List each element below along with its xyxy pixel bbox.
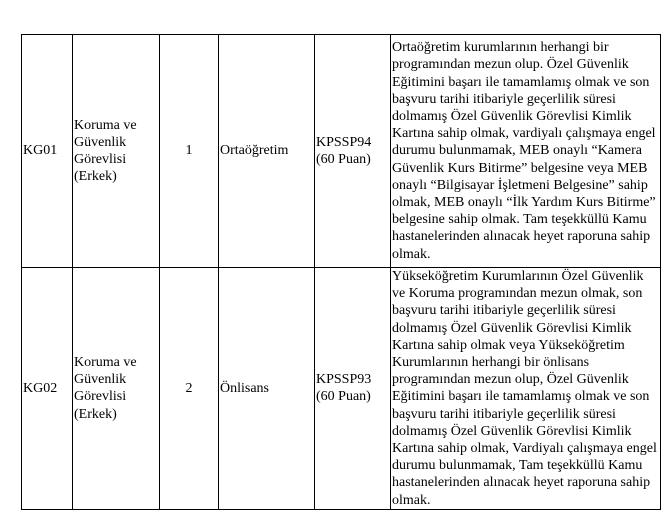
position-title: Koruma ve Güvenlik Görevlisi (Erkek) (73, 35, 160, 268)
kpss-score: KPSSP94 (60 Puan) (315, 35, 391, 268)
table-row (22, 35, 661, 268)
positions-table (21, 34, 661, 510)
kpss-score: KPSSP93 (60 Puan) (315, 268, 391, 510)
education-level: Ortaöğretim (219, 35, 315, 268)
position-code: KG02 (22, 268, 73, 510)
education-level: Önlisans (219, 268, 315, 510)
requirements-text: Yükseköğretim Kurumlarının Özel Güvenlik ve Koruma programından mezun olmak, son başvuru tarihi itibariyle geçerlilik süresi dolmamış Özel Güvenlik Görevlisi Kimlik Kartına sahip olmak veya Yükseköğretim Kurumlarının herhangi bir önlisans programından mezun olup, Özel Güvenlik Eğitimini başarı ile tamamlamış olmak ve son başvuru tarihi itibariyle geçerlilik süresi dolmamış Özel Güvenlik Görevlisi Kimlik Kartına sahip olmak, Vardiyalı çalışmaya engel durumu bulunmamak, Tam teşekküllü Kamu hastanelerinden alınacak heyet raporuna sahip olmak. (391, 268, 661, 510)
position-count: 2 (160, 268, 219, 510)
position-title: Koruma ve Güvenlik Görevlisi (Erkek) (73, 268, 160, 510)
position-count: 1 (160, 35, 219, 268)
position-code: KG01 (22, 35, 73, 268)
requirements-text: Ortaöğretim kurumlarının herhangi bir programından mezun olup. Özel Güvenlik Eğitimini başarı ile tamamlamış olmak ve son başvuru tarihi itibariyle geçerlilik süresi dolmamış Özel Güvenlik Görevlisi Kimlik Kartına sahip olmak, vardiyalı çalışmaya engel durumu bulunmamak, MEB onaylı “Kamera Güvenlik Kurs Bitirme” belgesine veya MEB onaylı “Bilgisayar İşletmeni Belgesine” sahip olmak, MEB onaylı “İlk Yardım Kurs Bitirme” belgesine sahip olmak. Tam teşekküllü Kamu hastanelerinden alınacak heyet raporuna sahip olmak. (391, 35, 661, 268)
table-row (22, 268, 661, 510)
